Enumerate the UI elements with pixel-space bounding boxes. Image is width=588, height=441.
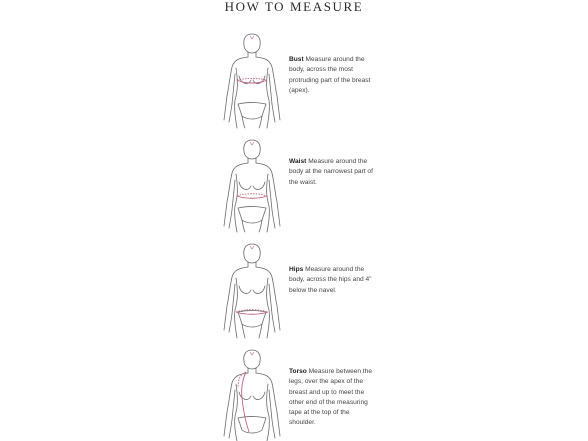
measure-text-torso: Measure between the legs, over the apex of the breast and up to meet the other end of the measuring tape at the top of the shoulder.	[289, 368, 373, 427]
measure-desc-hips	[289, 265, 377, 296]
measure-desc-bust	[289, 55, 377, 96]
measure-term-waist: Waist	[289, 158, 307, 165]
measure-term-torso: Torso	[289, 368, 307, 375]
measure-text-waist: Measure around the body at the narrowest part of the waist.	[289, 158, 373, 186]
measure-desc-waist	[289, 157, 377, 188]
page-title: HOW TO MEASURE	[224, 0, 364, 14]
measure-text-bust: Measure around the body, across the most protruding part of the breast (apex).	[289, 56, 371, 94]
measure-term-bust: Bust	[289, 56, 304, 63]
body-outline-waist-icon	[221, 140, 283, 232]
body-outline-torso-icon	[221, 350, 283, 441]
measure-desc-torso	[289, 367, 377, 429]
body-outline-hips-icon	[221, 244, 283, 338]
body-outline-bust-icon	[221, 34, 283, 128]
measure-term-hips: Hips	[289, 266, 304, 273]
measure-text-hips: Measure around the body, across the hips and 4" below the navel.	[289, 266, 372, 294]
